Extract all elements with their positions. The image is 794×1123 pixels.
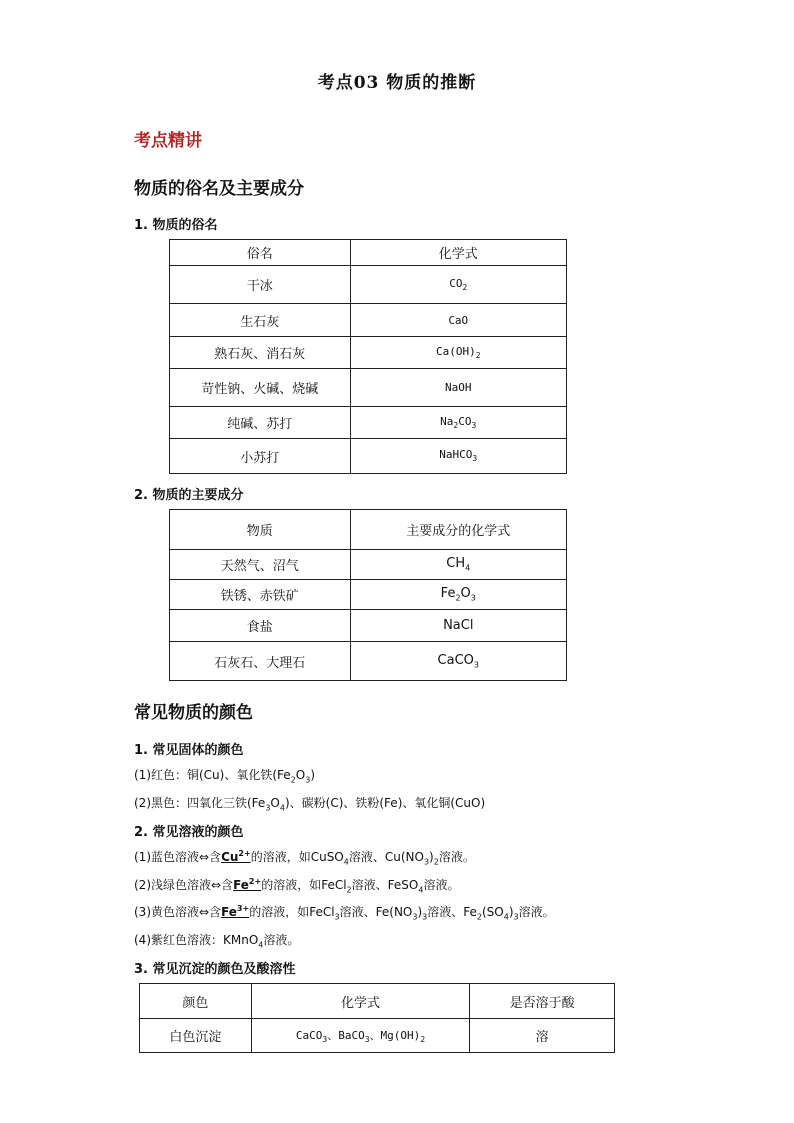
table-cell-formula: $Ca(OH)_2$ — [350, 337, 566, 369]
table-row — [170, 610, 567, 642]
table-row — [170, 439, 567, 474]
table-row — [140, 1019, 615, 1053]
subheading-solid-colors: 1. 常见固体的颜色 — [134, 743, 244, 758]
table-cell-formula: NaOH — [350, 369, 566, 407]
text-line-solution: (4)紫红色溶液：KMnO$_4$溶液。 — [134, 933, 300, 950]
table-cell-name: 苛性钠、火碱、烧碱 — [170, 369, 351, 407]
text-line-solid: (1)红色：铜(Cu)、氧化铁$(Fe_2O_3)$ — [134, 768, 315, 785]
table-header-cell: 颜色 — [140, 984, 252, 1019]
table-cell-substance: 铁锈、赤铁矿 — [170, 580, 351, 610]
table-cell-substance: 石灰石、大理石 — [170, 642, 351, 681]
table-header-cell: 俗名 — [170, 240, 351, 266]
table-cell-name: 生石灰 — [170, 304, 351, 337]
table-header-row — [170, 240, 567, 266]
table-cell-formula: CaCO$_3$、BaCO$_3$、$Mg(OH)_2$ — [251, 1019, 470, 1053]
text-line-solution: (2)浅绿色溶液⇔含$Fe^{2+}$的溶液，如FeCl$_2$溶液、FeSO$_4$溶液。 — [134, 877, 460, 895]
table-cell-substance: 食盐 — [170, 610, 351, 642]
subheading-solution-colors: 2. 常见溶液的颜色 — [134, 825, 244, 840]
table-cell-formula: NaHCO$_3$ — [350, 439, 566, 474]
text-line-solid: (2)黑色：四氧化三铁$(Fe_3O_4)$、碳粉(C)、铁粉(Fe)、氧化铜(CuO) — [134, 796, 486, 813]
table-row — [170, 266, 567, 304]
table-cell-name: 干冰 — [170, 266, 351, 304]
text-line-solution: (1)蓝色溶液⇔含$Cu^{2+}$的溶液，如CuSO$_4$溶液、$Cu(NO_3)_2$溶液。 — [134, 849, 475, 867]
heading-colors: 常见物质的颜色 — [134, 703, 253, 723]
table-cell-formula: CaO — [350, 304, 566, 337]
table-cell-formula: CaCO$_3$ — [350, 642, 566, 681]
table-row — [170, 580, 567, 610]
page-title: 考点03 物质的推断 — [317, 73, 477, 93]
table-header-cell: 物质 — [170, 510, 351, 550]
subheading-common-names: 1. 物质的俗名 — [134, 218, 218, 233]
table-common-names — [169, 239, 567, 474]
table-header-cell: 化学式 — [350, 240, 566, 266]
table-row — [170, 304, 567, 337]
table-cell-color: 白色沉淀 — [140, 1019, 252, 1053]
table-row — [170, 550, 567, 580]
table-row — [170, 642, 567, 681]
table-cell-name: 熟石灰、消石灰 — [170, 337, 351, 369]
heading-common-names: 物质的俗名及主要成分 — [134, 179, 304, 199]
table-header-cell: 是否溶于酸 — [470, 984, 615, 1019]
subheading-main-components: 2. 物质的主要成分 — [134, 488, 244, 503]
subheading-precipitates: 3. 常见沉淀的颜色及酸溶性 — [134, 962, 296, 977]
table-header-cell: 化学式 — [251, 984, 470, 1019]
table-cell-name: 小苏打 — [170, 439, 351, 474]
table-cell-acid-solubility: 溶 — [470, 1019, 615, 1053]
table-row — [170, 337, 567, 369]
table-cell-substance: 天然气、沼气 — [170, 550, 351, 580]
table-cell-formula: $Na_2CO_3$ — [350, 407, 566, 439]
table-header-cell: 主要成分的化学式 — [350, 510, 566, 550]
table-cell-formula: $CO_2$ — [350, 266, 566, 304]
table-cell-formula: $CH_4$ — [350, 550, 566, 580]
table-cell-formula: NaCl — [350, 610, 566, 642]
section-label: 考点精讲 — [134, 131, 202, 151]
table-cell-name: 纯碱、苏打 — [170, 407, 351, 439]
table-header-row — [170, 510, 567, 550]
table-header-row — [140, 984, 615, 1019]
table-main-components — [169, 509, 567, 681]
table-row — [170, 407, 567, 439]
table-row — [170, 369, 567, 407]
table-cell-formula: $Fe_2O_3$ — [350, 580, 566, 610]
text-line-solution: (3)黄色溶液⇔含$Fe^{3+}$的溶液，如FeCl$_3$溶液、$Fe(NO_3)_3$溶液、$Fe_2(SO_4)_3$溶液。 — [134, 904, 555, 922]
table-precipitates — [139, 983, 615, 1053]
